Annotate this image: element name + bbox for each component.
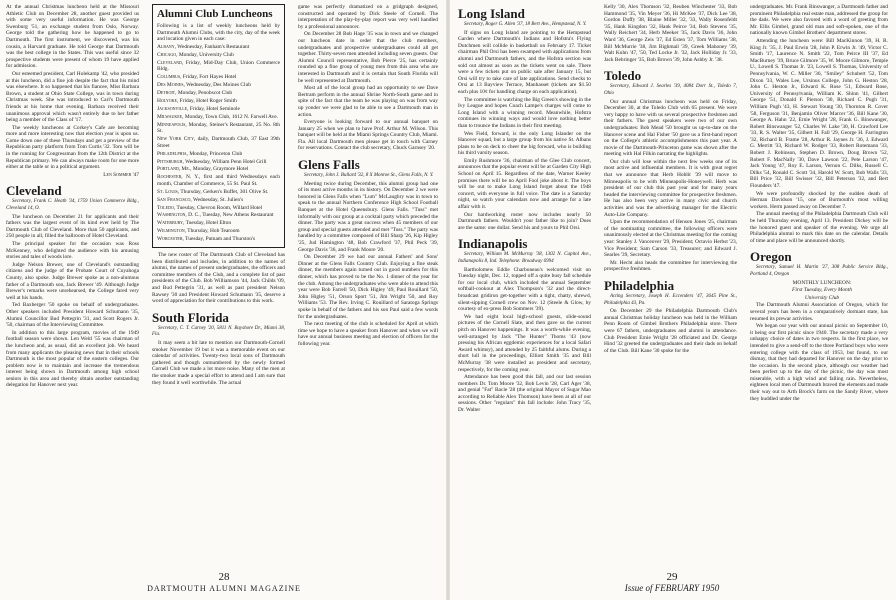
luncheon-city: Minneapolis, (157, 121, 187, 128)
luncheon-city: Jacksonville, (157, 105, 189, 112)
luncheon-detail: Friday, Fort Hayes Hotel (182, 74, 237, 81)
article-paragraph: Everyone is looking forward to our annual banquet on January 25 when we plan to have Prof. Arthur M. Wilson. This banquet will be held at the Miami Springs Country Club, Miami. Fla. All local Dartmouth men please get in touch with Carney for reservations. Contact the club secretary, Chuck Garnsey '20. (298, 119, 438, 152)
section-title-cleveland: Cleveland (6, 183, 62, 199)
magazine-name: DARTMOUTH ALUMNI MAGAZINE (147, 584, 301, 593)
luncheon-list-box (152, 4, 285, 248)
luncheon-city: Milwaukee, (157, 113, 184, 120)
right-page (448, 0, 896, 600)
article-paragraph: We began our year with our annual picnic on September 10, it being our first picnic since 1940. The secretary made a very unhappy choice of dates in two respects. In the first place, we intended to give a send-off to the three Portland boys who were entering college with the class of 1953, but found, to our dismay, that they had departed for Hanover on the day prior to the occasion. In the second place, although our weather had been perfect up to the day of the picnic, the day was most miserable, with a high wind and falling rain. Nevertheless, eighteen local men of Dartmouth braved the elements and made their way out to Arth Brock's farm on the Sandy River, where they huddled under the (750, 323, 888, 402)
article-paragraph: Mr. Hecht also heads the committee for interviewing the prospective freshmen. (604, 259, 737, 273)
left-column-3 (298, 4, 438, 560)
luncheon-detail: Tuesday, Hotel Elton (185, 220, 232, 227)
article-paragraph: At the annual Christmas luncheon held at the Missouri Athletic Club on December 28, another guest provided us with some very useful information. He was George Swenburg '51, an exchange student from Oslo, Norway. George told the gathering how he happened to go to Dartmouth. The first instrument, we discovered, was his cousin, a Harvard graduate. He told George that Dartmouth was the best college in the States. This was useful since 32 prospective students were present of whom 19 have applied for admission. (6, 4, 139, 70)
article-paragraph: Wes Field, forward, is the only Long Islander on the Hanover squad, but a large group from his native St. Albans plans to be on deck to cheer the big forward, who is building his third varsity season. (458, 130, 591, 157)
luncheon-entry (157, 189, 280, 196)
luncheon-entry (157, 114, 280, 121)
luncheon-city: Wilmington, (157, 228, 187, 235)
article-paragraph: Judge Nelson Brewer, one of Cleveland's outstanding citizens and the judge of the Probate Court of Cuyahoga County, also spoke. Judge Brewer spoke as a non-alumnus father of a Dartmouth son, Jack Brewer '49. Although Judge Brewer's remarks were unrehearsed, the College fared very well at his hands. (6, 261, 139, 301)
luncheon-city: Chicago, (157, 51, 178, 58)
article-paragraph: On December 28 Bob Hage '35 was in town and we changed our luncheon date in order that the club members, undergraduates and prospective undergraduates could all get together. Thirty-seven men attended including seven guests. Our Alumni Council representative, Bob Pierce '25, has certainly rounded up a fine group of young men from this area who are interested in Dartmouth and it is certain that South Florida will be well represented at Dartmouth. (298, 31, 438, 84)
luncheon-entry (157, 197, 280, 204)
page-number: 28 (218, 571, 230, 583)
luncheon-detail: Friday, Hotel Roger Smith (179, 98, 237, 105)
article-paragraph: Our esteemed president, Carl Holekamp '42, who presided at this luncheon, did a fine job despite the fact that his mind was elsewhere. It so happened that his fiancee, Miss Barbara Brown, a student at Ohio State College, was in town during Christmas week. She was introduced to Carl's Dartmouth friends at his home that evening. Barbara received their unanimous approval which wasn't entirely due to her father being a member of the Class of '17. (6, 70, 139, 124)
luncheon-city: Portland, Me., (157, 166, 192, 173)
article-paragraph: Most all of the local group had an opportunity to see Dave Bertram perform in the annual Shrine North-South game and in spite of the fact that the team he was playing on was from way up yonder we were glad to be able to see a Dartmouth man in action. (298, 85, 438, 118)
luncheon-detail: Wednesday, St. Julien's (192, 196, 244, 203)
secretary-line: Secretary, Frank C. Heath '34, 1759 Union Commerce Bldg., Cleveland 14, O. (6, 199, 139, 212)
luncheon-entry (157, 52, 280, 59)
secretary-line: Secretary, John J. Bullard '32, 8 X Monroe St., Glens Falls, N. Y. (304, 173, 434, 179)
luncheon-entry (157, 44, 280, 51)
secretary-line: Secretary, Samuel H. Martin '27, 308 Public Service Bldg., Portland 4, Oregon (750, 265, 888, 277)
article-paragraph: The annual meeting of the Philadelphia Dartmouth Club will be held Thursday evening, April 13. President Dickey will be the honored guest and speaker of the evening. We urge all Philadelphia alumni to mark this date on the calendar. Details of time and place will be announced shortly. (750, 211, 888, 244)
luncheon-city: Philadelphia, (157, 150, 189, 157)
luncheon-city: Albany, (157, 44, 177, 51)
luncheon-city: Columbus, (157, 74, 182, 81)
right-column-1 (458, 4, 591, 560)
article-paragraph: The luncheon on December 21 for applicants and their fathers was the largest event of its kind ever held by The Dartmouth Club of Cleveland. More than 50 applicants, and 250 people in all, filled the ballroom of Hotel Cleveland. (6, 213, 139, 240)
luncheon-schedule: First Tuesday, Every Month (792, 287, 852, 294)
article-paragraph: Our hardworking roster now includes nearly 50 Dartmouth fathers. Wouldn't your father like to join? Dues are the same: one dollar. Send his and yours to Phil Orsi. (458, 211, 591, 231)
article-paragraph: Ted Baxberger '50 spoke on behalf of undergraduates. Other speakers included President Howard Schumann '35, Alumni Councillor Bud Pettegrin '31, and Scott Rogers Jr. '50, chairman of the Interviewing Committee. (6, 302, 139, 329)
section-title-south-florida: South Florida (152, 309, 229, 325)
luncheon-detail: Tuesday, Chevron Room, Willard Hotel (176, 204, 263, 211)
luncheon-city: Holyoke, (157, 98, 179, 105)
left-page-footer (0, 572, 448, 598)
luncheon-city: Washington, (157, 212, 187, 219)
luncheon-entry (157, 166, 280, 173)
article-paragraph: Upon the recommendation of Henson Jones '25, chairman of the nominating committee, the following officers were unanimously elected at the Christmas meeting for the coming year: Stanley J. Vanceover '29, President; Octavio Herbst '23, Vice President; Sam Carson '33, Treasurer; and Edward J. Searles '39, Secretary. (604, 219, 737, 259)
luncheon-city: San Francisco, (157, 196, 192, 203)
luncheon-entry (157, 174, 280, 187)
article-paragraph: If signs on Long Island are pointing to the Hempstead Garden where Dartmouth's Indians and Hofstra's Flying Dutchmen will collide in basketball on February 17. Ticket chairman Phil Orsi has been swamped with applications from alumni and Dartmouth fathers, and the Hofstra section was sold out almost as soon as the tickets went on sale. There were a few tickets put on public sale after January 15, but Orsi will try to take care of late applications. Send checks to Orsi at 13 Bayview Terrace, Manhasset (tickets are $1.50 each plus 10¢ for handling charge on each application). (458, 29, 591, 95)
article-paragraph: It may seem a bit late to mention our Dartmouth-Cornell smoker November 19 but it was a memorable event on our calendar of activities. Twenty-two local sons of Dartmouth gathered and though outnumbered by the newly formed Cornell Club we made a lot more noise. Many of the men at the smoker made a special effort to attend and I am sure that they found it well worthwhile. The actual (152, 339, 285, 386)
article-paragraph: Attendance has been good this fall, and our last session members Dr. Tom Moore '32, Bob Levin '28, Carl Ager '38, and genial "Fat" Bacle '28 (the original Mayor of Sugar Mao according to Reliable Alex Thomson) have been at all of our sessions. Other "regulars" this fall include: John Tracy '35, Dr. Walter (458, 374, 591, 414)
luncheon-entry (157, 136, 280, 149)
article-paragraph: On December 29 the Philadelphia Dartmouth Club's annual Christmas holiday luncheon was held in the William Penn Room of Gimbel Brothers Philadelphia store. There were 67 fathers, undergraduates and alumni in attendance. Club President Ernie Wright '28 officiated and Dr. George Hind '32 greeted the undergraduates and their dads on behalf of the Club. Bill Kane '30 spoke for the (604, 308, 737, 354)
luncheon-detail: Monday, Steiner's Restaurant, 25 No. 8th St. (157, 121, 280, 135)
luncheon-city: Detroit, (157, 90, 177, 97)
luncheon-subhead: MONTHLY LUNCHEON: (792, 279, 852, 286)
box-title: Alumni Club Luncheons (157, 8, 273, 20)
luncheon-detail: Friday, Mid-Day Club, Union Commerce Bldg. (157, 59, 280, 73)
secretary-line: Secretary, Edward J. Searles '39, 4084 Dorr St., Toledo 7, Ohio (604, 84, 737, 96)
article-paragraph: Kelly '30, Alex Thomson '32, Reuben Winchester '33, Bob Hammond '35, Vin Meyer '36, Hi McKee '37, Dick Lee '38, Gordon Duffy '38, Blaine Miller '32, '33, Wally Rosenfeldt '35, Hank Kingdon '32, Hank Peirce '34, Bob Stevens '35, Wally Reichert '34, Herb Meeker '35, Jack Davis '36, John Ward '36, George Zeis '37, Ed Esten '37, Tom Williams '38, Bill McMurrie '38, Jim Bighmail '39, Greek Mahoney '39, Walt Kuhn '47, '50, Ted Locke Jr. '32, Jack Holliday Jr. '33, Jack Behringer '35, Bob Brown '39, John Ashby Jr. '38. (604, 4, 737, 63)
luncheon-city: Cleveland, (157, 59, 184, 66)
luncheon-entry (157, 106, 280, 113)
luncheon-detail: Wednesday, Fanham's Restaurant (177, 44, 250, 51)
luncheon-detail: Monday, Town Club, 1612 N. Farwell Ave. (184, 113, 278, 120)
luncheon-detail: Thursday, Gerken's Buffet, 301 Olive St. (180, 188, 269, 195)
article-paragraph: The principal speaker for the occasion was Ross McKenney, who delighted the audience with his amusing stories and tales of woods lore. (6, 241, 139, 261)
luncheon-entry (157, 122, 280, 135)
secretary-line: Acting Secretary, Joseph H. Eccenders '47, 3645 Pine St., Philadelphia 43, Pa. (604, 293, 737, 306)
luncheon-entry (157, 159, 280, 166)
luncheon-entry (157, 90, 280, 97)
luncheon-detail: daily, Dartmouth Club, 37 East 39th Street (157, 136, 280, 149)
secretary-line: Secretary, C. T. Carney '20, 5811 N. Bayshore Dr., Miami 38, Fla. (152, 325, 285, 338)
article-paragraph: game was perfectly dramatized on a gridgraph designed, constructed and operated by Dick Steele of Cornell. The interpretation of the play-by-play report was very well handled by a professional announcer. (298, 4, 438, 30)
luncheon-detail: N. Y., first and third Wednesdays each month, Chamber of Commerce, 55 St. Paul St. (157, 174, 280, 187)
article-paragraph: undergraduates. Mr. Frank Binswanger, a Dartmouth father and prominent Philadelphia real estate man, addressed the group for the dads. We were also favored with a word of greeting from Mr. Ellis Gimbel, grand old man and soft-spoken, one of the nationally known Gimbel Brothers' department stores. (750, 4, 888, 37)
luncheon-detail: Friday, Hotel Seminole (189, 105, 240, 112)
article-paragraph: We were profoundly shocked by the sudden death of Herman Davidson '15, one of Burmouth's most willing workers. Herm passed away on December 7. (750, 190, 888, 210)
article-paragraph: On December 29 we had our annual Fathers' and Sons' Dinner at the Glens Falls Country Club. Enjoying a fine steak dinner, the members again turned out in good numbers for this dinner, which has proved to be the No. 1 dinner of the year for the club. Among the undergraduates who were able to attend this year were Bob Farrell '50, Dick Higley '49, Paul Rouillard '50, John Higley '51, Orson Sport '51, Jim Wright '50, and Roy Williams '53. The Rev. Irving C. Rouillard of Saratoga Springs spoke in behalf of the fathers and his son Paul said a few words for the undergraduates. (298, 254, 438, 320)
luncheon-entry (157, 151, 280, 158)
right-page-footer (448, 572, 896, 598)
article-paragraph: The next meeting of the club is scheduled for April at which time we hope to have a speaker from Hanover and when we will have our annual business meeting and election of officers for the following year. (298, 321, 438, 347)
box-intro: Following is a list of weekly luncheons held by Dartmouth Alumni Clubs, with the city, day of the week and location given in each case: (157, 23, 280, 43)
luncheon-entry (157, 60, 280, 73)
luncheon-detail: Tuesday, Putnam and Thurston's (185, 236, 255, 243)
article-paragraph: The Dartmouth Alumni Association of Oregon, which for several years has been in a comparatively dormant state, has resumed its prewar activities. (750, 302, 888, 322)
luncheon-entry (157, 236, 280, 243)
secretary-line: Secretary, William M. McMurray '38, 1302 N. Capitol Ave., Indianapolis 8, Ind. Telephone: Broadway 6994 (458, 252, 591, 264)
article-paragraph: The new roster of The Dartmouth Club of Cleveland has been distributed and includes, in addition to the names of alumni, the names of present undergraduates, the officers and committee members of the Club, and a complete list of past presidents of the Club. Bob Williamson '44, Jack Childs '09, and Bud Pettegrin '31, as well as past president Nelson Rawsey '30 and President Howard Schumann '35, deserve a word of appreciation for their contributions to this work. (152, 252, 285, 305)
luncheon-city: Waterbury, (157, 220, 185, 227)
secretary-line: Secretary, Roger G. Allen '37, 18 Bert Ave., Hempstead, N. Y. (464, 22, 587, 27)
luncheon-entry (157, 228, 280, 235)
author-signoff: Len Sommer '47 (103, 171, 139, 178)
section-title-toledo: Toledo (604, 68, 642, 84)
right-column-2 (604, 4, 737, 560)
luncheon-entry (157, 212, 280, 219)
luncheon-detail: Monday, Princeton Club (189, 150, 243, 157)
article-paragraph: Our club will lose within the next few weeks one of its most active and influential members. It is with great regret that we announce that Herb Hoblit '39 will move to Minneapolis to be with Minneapolis-Honeywell. Herb was president of our club this past year and for many years headed the interviewing committee for prospective freshmen. He has also been very active in many civic and church activities and was the advertising manager for the Electric Auto-Lite Company. (604, 158, 737, 218)
article-paragraph: Emily Rushmore '36, chairman of the Glee Club concert, announces that the popular event will be at Garden City High School on April 15. Regardless of the date, Warner Keeley promises there will be no April Fool joke about it. The boys will be out to make Long Island forget about the 1948 concert, with everyone in full voice. The date is a Saturday night, so watch your calendars now and arrange for a late affair with it. (458, 157, 591, 211)
luncheon-entry (157, 205, 280, 212)
luncheon-city: Toledo, (157, 204, 176, 211)
article-paragraph: We had eight local high-school guests, slide-sound pictures of the Cornell Slate, and then gave us the current pitch on Hanover happenings. It was a worth-while evening, well-arranged by Jack "The Hunter" Thoms '43 (now pressing his African eggdemic experiences for a local Safari Award whimsy), and attended by 25 faithful alums. During a short lull in the proceedings, Elliott Smith '35 and Bill McMurray '38 were installed as president and secretary, respectively, for the coming year. (458, 313, 591, 373)
luncheon-detail: Wednesday, Des Moines Club (186, 82, 251, 89)
section-title-glens-falls: Glens Falls (298, 157, 360, 173)
left-column-2 (152, 4, 285, 560)
article-paragraph: In addition to this large program, movies of the 1949 football season were shown. Len Weitl '55 was chairman of the luncheon and, as usual, did an excellent job. We heard from many applicants the pleasing news that in their schools Dartmouth is the most popular of the eastern colleges. Our problem now is to maintain and increase the tremendous interest being shown in Dartmouth among high school seniors in this area and thereby obtain another outstanding delegation for Hanover next year. (6, 329, 139, 389)
page-number: 29 (666, 571, 678, 583)
luncheon-city: Rochester, (157, 174, 183, 181)
right-column-3 (750, 4, 888, 560)
luncheon-detail: Wednesday, William Penn Hotel Grill (185, 158, 267, 165)
left-column-1 (6, 4, 139, 560)
section-title-indianapolis: Indianapolis (458, 236, 528, 252)
luncheon-entries (157, 44, 280, 243)
luncheon-entry (157, 82, 280, 89)
section-title-oregon: Oregon (750, 249, 792, 265)
luncheon-city: New York City, (157, 136, 196, 143)
luncheon-detail: Monday, Graymore Hotel (192, 166, 249, 173)
luncheon-detail: Monday, University Club (178, 51, 234, 58)
luncheon-location: University Club (804, 294, 840, 301)
article-paragraph: Our annual Christmas luncheon was held on Friday, December 30, at the Toledo Club with 65 present. We were very happy to have with us several prospective freshmen and their fathers. The guest speakers were two of our own undergraduates: Bob Mead '50 brought us up-to-date on the Hanover scene and Hal Fisher '50 gave us a first-hand report on the College's athletic accomplishments this past year. A movie of the Dartmouth-Princeton game was shown after the meeting with Hal Filkin narrating the highlights. (604, 98, 737, 158)
luncheon-detail: Thursday, Hob Tearoom (187, 228, 240, 235)
article-paragraph: Bartholomew Eddie Charboneau's welcomed visit on Tuesday night, Dec. 12, topped off a quite busy fall schedule for our local club, which included the annual September softball-cookout at Alex Thompson's '32 and the direct-broadcast gridiron get-together with a tight, chatty, shrewd, silent-sipping Cornell crew on Nov. 12 (Steele & Glow, by courtesy of ex-press Bob Sommers '39). (458, 266, 591, 313)
luncheon-entry (157, 220, 280, 227)
luncheon-entry (157, 74, 280, 81)
article-paragraph: The committee is watching the Big Green's showing in the Ivy League and hopes Coach Lampe's charges will come to Long Island with a winning record. Meanwhile, Hofstra continues its winning ways and would love nothing better than to trounce the Indians in their first meeting. (458, 96, 591, 129)
luncheon-detail: D. C., Tuesday, New Athens Restaurant (188, 212, 274, 219)
section-title-philadelphia: Philadelphia (604, 277, 675, 293)
luncheon-detail: Monday, Penobscot Club (177, 90, 233, 97)
luncheon-entry (157, 98, 280, 105)
section-title-long-island: Long Island (458, 6, 525, 21)
article-paragraph: Meeting twice during December, this alumni group had one of its most active months in its history. On December 2 we were honored in Glens Falls when "Lum" McLaughry was in town to speak to the annual Northern Conference High School Football Banquet at the Hotel Queensbury. Glens Falls. "Tuss" met informally with our group at a cocktail party which preceded the dinner. The party was a great success when 45 members of our group and special guests attended and met "Tuss." The party was handled by a committee composed of Bill Sharp '26, Kip Higley '25, Jud Hamington '48, Bob Crawford '37, Phil Peck '39, George Davis '36, and Frank Moore '20. (298, 180, 438, 253)
article-paragraph: The weekly luncheons at Corkey's Cafe are becoming more and more interesting now that election year is upon us. Come down one of these Thursdays and get a preview of the Republican party platform from Tom Curtis '32. Tom will be in the running for Congressman from the 12th District at the Republican primary. We can always make room for one more either at the table or in a political argument. (6, 124, 139, 171)
luncheon-city: Worcester, (157, 236, 184, 243)
article-paragraph: Attending the luncheon were: Bill MacKinnon '39, H. R. King Jr. '35, J. Paul Erwin '28, John P. Erwin Jr. '49, Victor C. Smith '17, Laurence N. Smith '22, Tom Peirce III '37, Ed MacBurney '39, Bruce Gilmore '35, W. Moore Gilmore, Temple U., Lowell S. Thomas Jr. '23, Lowell S. Thomas, University of Pennsylvania, W. C. Miller '36, "Smiley" Schubert '52, Tom Dixon '33, Wales Lee, Ursinus College, John G. Heston '28, John C. Heston Jr., Edward K. Rose '51, Edward Rose, University of Pennsylvania, William K. Shinn '41, Gilbert George '51, Donald F. Pierson '30, Richard C. Pugh '31, William Pugh '43, H. Stewart Young '30, Thornton R. Cover '58, Ferguson '31, Benjamin Oliver Marcer '36, Bill Kane '30, George A. Hahn '22, Ernie Wright '28, Frank G. Binswanger, Robert Binswanger '52, Charles W. Lake '30, H. Crawford Lee '33, R. S. Walter '35, Gilbert H. Fall '29, George H. Farrington '32, Richard B. Frame '28, Arthur R. Jaynes Jr. '36, J. Edward G. Merritt '33, Richard W. Rodger '33, Robert Rotemann '33, Robert J. Robinson, Stephen D. Brown, Doug Brown '52, Robert F. MacNally '30, Dave Lawson '22, Pete Larson '47, Jack Young '47, Roy E. Larson, Vernon C. Dilks, Russell C. Dilks '54, Ronald C. Scott '34, Harold W. Scott, Bob Walls '33, Bill Price '32, Bill Swisser '32, Bill Peterson '32, and Bert Flounders '47. (750, 37, 888, 190)
luncheon-city: Pittsburgh, (157, 158, 184, 165)
luncheon-city: St. Louis, (157, 188, 180, 195)
issue-date: Issue of FEBRUARY 1950 (624, 583, 720, 593)
luncheon-city: Des Moines, (157, 82, 185, 89)
